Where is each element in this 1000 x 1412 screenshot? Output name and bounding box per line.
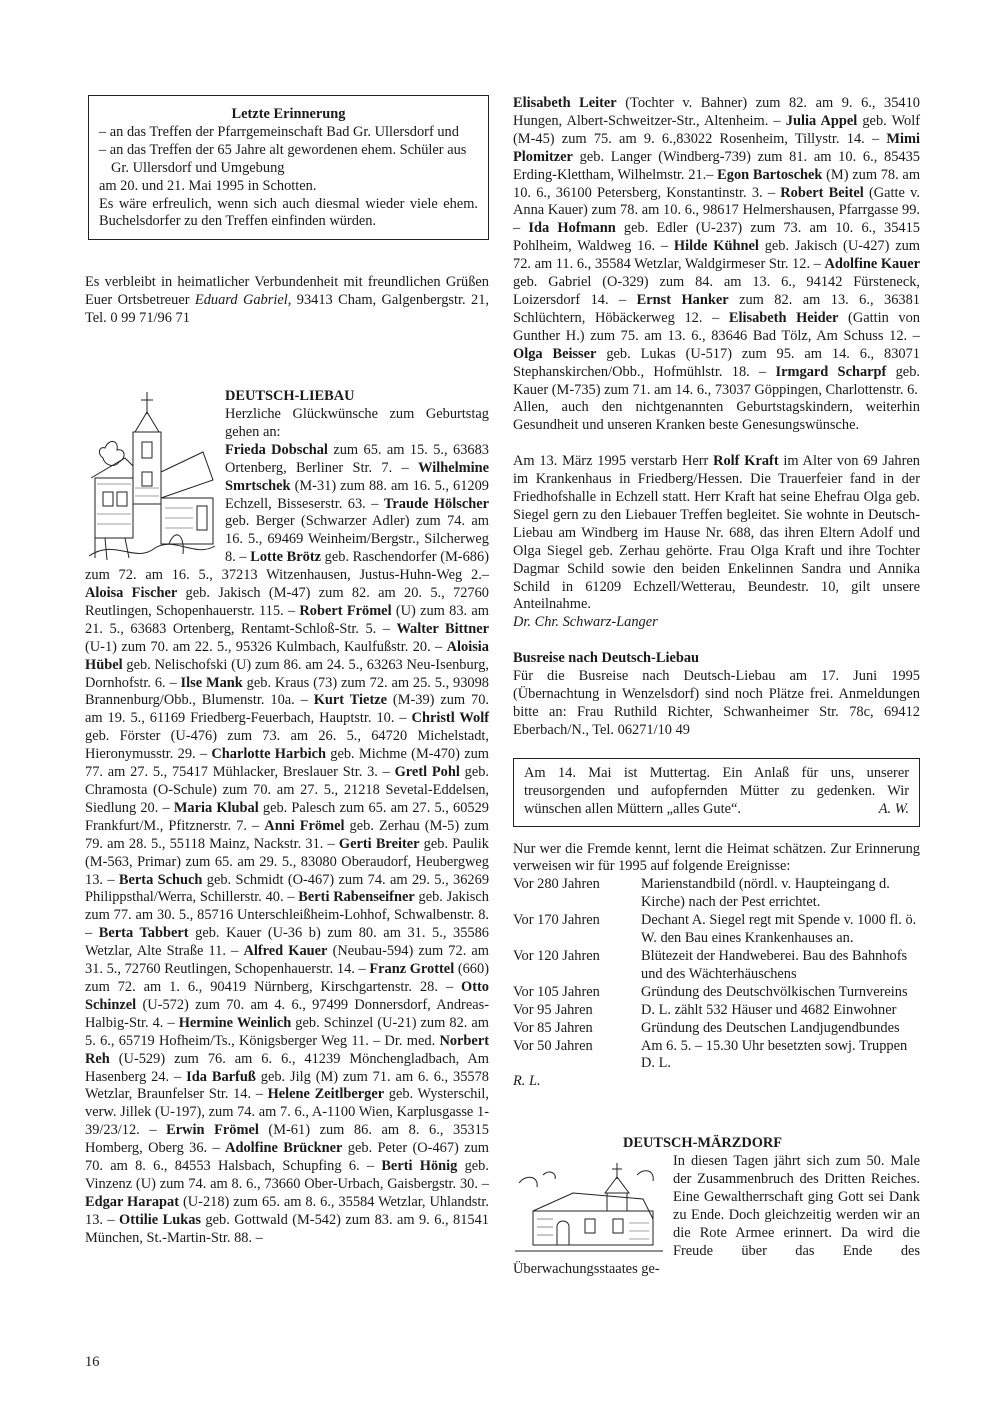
birthday-details: geb. Chramosta (O-Schule) zum 70. am 27. 5., 21218 Sevetal-Eddelsen, Siedlung 20. – bbox=[85, 764, 489, 816]
history-row bbox=[513, 876, 920, 912]
chapel-drawing-icon bbox=[513, 1159, 665, 1255]
church-illustration bbox=[85, 388, 219, 564]
history-year: Vor 120 Jahren bbox=[513, 947, 600, 964]
birthday-details: geb. Förster (U-476) zum 73. am 26. 5., 64720 Michelstadt, Hieronymusstr. 29. – bbox=[85, 728, 489, 763]
birthday-name: Ida Hofmann bbox=[528, 220, 616, 237]
birthday-details: geb. Langer (Windberg-739) zum 81. am 10. 6., 85435 Erding-Klettham, Wilhelmstr. 21.– bbox=[513, 148, 920, 183]
birthday-name: Alfred Kauer bbox=[243, 943, 328, 960]
bus-title: Busreise nach Deutsch-Liebau bbox=[513, 650, 700, 667]
birthday-details: zum 65. am 15. 5., 63683 Ortenberg, Berliner Str. 7. – bbox=[225, 441, 489, 476]
birthday-name: Berti Hönig bbox=[381, 1158, 458, 1175]
birthday-name: Adolfine Kauer bbox=[824, 256, 920, 273]
birthday-details: (M-31) zum 88. am 16. 5., 61209 Echzell, Bisseserstr. 63. – bbox=[225, 477, 489, 512]
birthday-name: Irmgard Scharpf bbox=[775, 363, 887, 380]
history-row bbox=[513, 1002, 920, 1020]
right-column bbox=[513, 95, 920, 1278]
birthday-details: geb. Jakisch zum 77. am 30. 5., 85716 Unterschleißheim-Lohhof, Schwalbenstr. 8. – bbox=[85, 889, 489, 942]
history-year: Vor 95 Jahren bbox=[513, 1001, 593, 1018]
birthday-details: (Tochter v. Bahner) zum 82. am 9. 6., 35410 Hungen, Albert-Schweitzer-Str., Altenheim. – bbox=[513, 95, 921, 129]
birthday-name: Erwin Frömel bbox=[166, 1122, 259, 1139]
page-number: 16 bbox=[85, 1354, 100, 1370]
birthday-name: Adolfine Brückner bbox=[225, 1140, 343, 1157]
birthday-name: Kurt Tietze bbox=[313, 692, 388, 709]
reminder-line: – an das Treffen der Pfarrgemeinschaft Bad Gr. Ullersdorf und bbox=[99, 123, 459, 140]
birthday-list-continued bbox=[513, 95, 920, 399]
history-event: Dechant A. Siegel regt mit Spende v. 1000 fl. ö. W. den Bau eines Krankenhauses an. bbox=[641, 912, 917, 947]
muttertag-signature: A. W. bbox=[878, 800, 909, 817]
birthday-details: geb. Palesch zum 65. am 27. 5., 60529 Frankfurt/M., Pfitznerstr. 7. – bbox=[85, 799, 489, 834]
birthday-details: geb. Berger (Schwarzer Adler) zum 74. am 16. 5., 69469 Weinheim/Bergstr., Silcherweg 8. – bbox=[225, 513, 489, 566]
birthday-details: geb. Vinzenz (U) zum 74. am 8. 6., 73660 Ober-Urbach, Gaisbergstr. 30. – bbox=[85, 1158, 489, 1192]
history-year: Vor 105 Jahren bbox=[513, 983, 600, 1000]
maerzdorf-heading: DEUTSCH-MÄRZDORF bbox=[623, 1135, 783, 1152]
birthday-name: Maria Klubal bbox=[173, 799, 259, 816]
reminder-note: Es wäre erfreulich, wenn sich auch diesmal wieder viele ehem. Buchelsdorfer zu den Treffen einfinden würden. bbox=[99, 195, 478, 230]
birthday-name: Otto Schinzel bbox=[85, 978, 489, 1013]
birthday-details: geb. Kraus (73) zum 72. am 25. 5., 93098 Brannenburg/Obb., Blumenstr. 10a. – bbox=[85, 674, 490, 709]
closing-greeting: Es verbleibt in heimatlicher Verbundenheit mit freundlichen Grüßen Euer Ortsbetreuer Eduard Gabriel, 93413 Cham, Galgenbergstr. 21, Tel. 0 99 71/96 71 bbox=[85, 274, 489, 327]
birthday-details: geb. Edler (U-237) zum 73. am 10. 6., 35415 Pohlheim, Waldweg 16. – bbox=[513, 220, 920, 255]
birthday-details: geb. Jakisch (U-427) zum 72. am 11. 6., 35584 Wetzlar, Waldgirmeser Str. 12. – bbox=[513, 238, 920, 273]
birthday-name: Gerti Breiter bbox=[338, 835, 420, 852]
birthday-name: Berta Schuch bbox=[118, 871, 203, 888]
birthday-details: geb. Wysterschil, verw. Jillek (U-197), zum 74. am 7. 6., A-1100 Wien, Karplusgasse 1-39/23/12. – bbox=[85, 1086, 489, 1139]
birthday-name: Norbert Reh bbox=[85, 1032, 489, 1067]
birthday-name: Elisabeth Leiter bbox=[513, 95, 617, 111]
chapel-illustration bbox=[513, 1159, 665, 1255]
birthday-name: Lotte Brötz bbox=[250, 549, 322, 566]
reminder-title: Letzte Erinnerung bbox=[231, 106, 346, 122]
birthday-details: (U-529) zum 76. am 6. 6., 41239 Mönchengladbach, Am Hasenberg 24. – bbox=[85, 1050, 489, 1085]
birthday-name: Julia Appel bbox=[785, 112, 858, 129]
history-table bbox=[513, 876, 920, 1073]
liebau-intro: Herzliche Glückwünsche zum Geburtstag gehen an: bbox=[225, 405, 489, 440]
birthday-name: Gretl Pohl bbox=[394, 764, 460, 781]
birthday-details: (U-218) zum 65. am 8. 6., 35584 Wetzlar, Uhlandstr. 13. – bbox=[85, 1193, 490, 1228]
birthday-details: (M) zum 78. am 10. 6., 36100 Petersberg, Konstantinstr. 3. – bbox=[513, 166, 921, 201]
birthday-name: Berti Rabenseifner bbox=[298, 889, 415, 906]
history-intro: Nur wer die Fremde kennt, lernt die Heimat schätzen. Zur Erinnerung verweisen wir für 1995 auf folgende Ereignisse: bbox=[513, 840, 920, 875]
reminder-line: – an das Treffen der 65 Jahre alt gewordenen ehem. Schüler aus Gr. Ullersdorf und Umgebung bbox=[99, 141, 467, 176]
maerzdorf-text: In diesen Tagen jährt sich zum 50. Male der Zusammenbruch des Dritten Reiches. Eine Gewaltherrschaft ging Gott sei Dank zu Ende. Doch gleichzeitig werden wir an die Rote Armee erinnert. Da wird die Freude über das Ende des Überwachungsstaates ge- bbox=[513, 1153, 920, 1277]
birthday-name: Robert Frömel bbox=[299, 602, 392, 619]
birthday-details: (M-39) zum 70. am 19. 5., 61169 Friedberg-Feuerbach, Hauptstr. 10. – bbox=[85, 692, 489, 727]
birthday-name: Franz Grottel bbox=[369, 961, 455, 978]
birthday-details: (U-572) zum 70. am 4. 6., 97499 Donnersdorf, Andreas-Halbig-Str. 4. – bbox=[85, 996, 489, 1031]
maerzdorf-section bbox=[513, 1135, 920, 1278]
birthday-details: geb. Gabriel (O-329) zum 84. am 13. 6., 94142 Fürsteneck, Loizersdorf 14. – bbox=[513, 274, 920, 308]
muttertag-box bbox=[513, 758, 920, 827]
birthday-name: Wilhelmine Smrtschek bbox=[225, 459, 489, 494]
birthday-name: Ottilie Lukas bbox=[119, 1211, 202, 1228]
birthday-name: Aloisa Fischer bbox=[85, 585, 178, 602]
bus-text: Für die Busreise nach Deutsch-Liebau am 17. Juni 1995 (Übernachtung in Wenzelsdorf) sind noch Plätze frei. Anmeldungen bitte an: Frau Ruthild Richter, Schwanheimer Str. 78c, 69412 Eberbach/N., Tel. 06271/10 49 bbox=[513, 668, 920, 738]
liebau-heading: DEUTSCH-LIEBAU bbox=[225, 388, 355, 405]
history-row bbox=[513, 984, 920, 1002]
birthday-name: Aloisia Hübel bbox=[85, 638, 489, 673]
birthday-details: (Gatte v. Anna Kauer) zum 78. am 10. 6., 98617 Helmershausen, Pfarrgasse 99. – bbox=[513, 184, 920, 237]
history-event: Blütezeit der Handweberei. Bau des Bahnhofs und des Wächterhäuschens bbox=[641, 947, 908, 982]
birthday-name: Hermine Weinlich bbox=[178, 1014, 292, 1031]
birthday-details: geb. Nelischofski (U) zum 86. am 24. 5., 63263 Neu-Isenburg, Dornhofstr. 6. – bbox=[85, 656, 489, 691]
birthday-name: Mimi Plomitzer bbox=[513, 130, 920, 165]
history-event: Gründung des Deutschvölkischen Turnvereins bbox=[641, 983, 908, 1000]
birthday-details: geb. Gottwald (M-542) zum 83. am 9. 6., 81541 München, St.-Martin-Str. 88. – bbox=[85, 1211, 489, 1246]
birthday-name: Traude Hölscher bbox=[383, 495, 489, 512]
history-event: Am 6. 5. – 15.30 Uhr besetzten sowj. Truppen D. L. bbox=[641, 1037, 908, 1072]
birthday-name: Olga Beisser bbox=[513, 345, 597, 362]
birthday-name: Berta Tabbert bbox=[98, 925, 189, 942]
birthday-name: Christl Wolf bbox=[411, 710, 489, 727]
liebau-section bbox=[85, 388, 489, 1248]
history-row bbox=[513, 1020, 920, 1038]
birthday-details: geb. Schmidt (O-467) zum 74. am 29. 5., 36269 Philippsthal/Werra, Schillerstr. 40. – bbox=[85, 871, 490, 906]
birthday-details: geb. Michme (M-470) zum 77. am 27. 5., 75417 Mühlacker, Breslauer Str. 3. – bbox=[85, 746, 489, 781]
birthday-details: geb. Jakisch (M-47) zum 82. am 20. 5., 72760 Reutlingen, Schopenhauerstr. 115. – bbox=[85, 585, 489, 619]
history-event: Marienstandbild (nördl. v. Haupteingang d. Kirche) nach der Pest errichtet. bbox=[641, 876, 890, 911]
birthday-details: (U-1) zum 70. am 22. 5., 95326 Kulmbach, Kaulfußstr. 20. – bbox=[85, 638, 447, 655]
birthday-details: geb. Lukas (U-517) zum 95. am 14. 6., 83071 Stephanskirchen/Obb., Hofmühlstr. 18. – bbox=[513, 345, 921, 380]
reminder-box bbox=[88, 95, 489, 240]
birthday-name: Egon Bartoschek bbox=[717, 166, 823, 183]
history-row bbox=[513, 948, 920, 984]
left-column bbox=[85, 95, 489, 1248]
birthday-name: Frieda Dobschal bbox=[225, 441, 328, 458]
history-year: Vor 85 Jahren bbox=[513, 1019, 593, 1036]
obituary-signature: Dr. Chr. Schwarz-Langer bbox=[513, 614, 658, 631]
birthday-name: Charlotte Harbich bbox=[211, 746, 326, 763]
birthday-details: (U) zum 83. am 21. 5., 63683 Ortenberg, Rentamt-Schloß-Str. 5. – bbox=[85, 602, 489, 637]
birthday-name: Ernst Hanker bbox=[636, 291, 729, 308]
history-signature: R. L. bbox=[513, 1073, 541, 1090]
history-year: Vor 170 Jahren bbox=[513, 912, 600, 929]
birthday-details: geb. Wolf (M-45) zum 75. am 9. 6.,83022 Rosenheim, Tillystr. 14. – bbox=[513, 112, 921, 147]
obituary-text: Am 13. März 1995 verstarb Herr Rolf Kraft im Alter von 69 Jahren im Krankenhaus in Friedberg/Hessen. Die Trauerfeier fand in der Friedhofshalle in Echzell statt. Herr Kraft hat seine Ehefrau Olga geb. Siegel gern zu den Liebauer Treffen begleitet. Sie wohnte in Deutsch-Liebau am Windberg im Hause Nr. 688, das ihren Eltern Adolf und Olga Siegel geb. Zerhau gehörte. Frau Olga Kraft und ihre Tochter Dagmar Schild sowie den beiden Enkelinnen Sandra und Annika Schild in 61209 Echzell/Wetterau, Beundestr. 10, gilt unsere Anteilnahme. bbox=[513, 453, 920, 613]
church-drawing-icon bbox=[85, 388, 219, 564]
birthday-name: Edgar Harapat bbox=[85, 1193, 180, 1210]
birthday-name: Walter Bittner bbox=[396, 620, 489, 637]
birthday-details: (Gattin von Gunther H.) zum 75. am 13. 6., 83646 Bad Tölz, Am Schuss 12. – bbox=[513, 309, 920, 344]
birthday-name: Ilse Mank bbox=[180, 674, 243, 691]
birthday-details: geb. Paulik (M-563, Primar) zum 65. am 29. 5., 83080 Oberaudorf, Heubergweg 13. – bbox=[85, 835, 489, 888]
birthday-details: (Neubau-594) zum 72. am 31. 5., 72760 Reutlingen, Schopenhauerstr. 14. – bbox=[85, 943, 490, 978]
birthday-details: geb. Schinzel (U-21) zum 82. am 5. 6., 65719 Hofheim/Ts., Königsberger Weg 11. – Dr. med. bbox=[85, 1014, 489, 1049]
birthday-name: Robert Beitel bbox=[780, 184, 864, 201]
birthday-details: geb. Raschendorfer (M-686) zum 72. am 16. 5., 37213 Witzenhausen, Justus-Huhn-Weg 2.– bbox=[85, 549, 489, 584]
muttertag-text: Am 14. Mai ist Muttertag. Ein Anlaß für uns, unserer treusorgenden und aufopfernden Mütter zu gedenken. Wir wünschen allen Müttern „alles Gute“. A. W. bbox=[524, 764, 909, 817]
birthday-details: geb. Zerhau (M-5) zum 79. am 28. 5., 55118 Mainz, Nackstr. 31. – bbox=[85, 817, 489, 852]
birthday-details: geb. Kauer (U-36 b) zum 80. am 31. 5., 35586 Wetzlar, Alte Straße 11. – bbox=[85, 925, 490, 960]
birthday-details: zum 82. am 13. 6., 36381 Schlüchtern, Höbäckerweg 12. – bbox=[513, 291, 920, 326]
history-event: D. L. zählt 532 Häuser und 4682 Einwohner bbox=[641, 1001, 897, 1018]
birthday-name: Helene Zeitlberger bbox=[267, 1086, 385, 1103]
history-event: Gründung des Deutschen Landjugendbundes bbox=[641, 1019, 900, 1036]
birthday-details: (M-61) zum 86. am 8. 6., 35315 Homberg, Oberg 36. – bbox=[85, 1122, 489, 1157]
birthday-details: geb. Kauer (M-735) zum 71. am 14. 6., 73037 Göppingen, Charlottenstr. 6. bbox=[513, 363, 920, 398]
reminder-date: am 20. und 21. Mai 1995 in Schotten. bbox=[99, 177, 317, 194]
birthday-details: geb. Jilg (M) zum 71. am 6. 6., 35578 Wetzlar, Braunfelser Str. 14. – bbox=[85, 1068, 489, 1103]
birthday-name: Elisabeth Heider bbox=[728, 309, 839, 326]
birthday-name: Hilde Kühnel bbox=[673, 238, 759, 255]
history-row bbox=[513, 1038, 920, 1074]
history-row bbox=[513, 912, 920, 948]
liebau-closing: Allen, auch den nichtgenannten Geburtstagskindern, weiterhin Gesundheit und unseren Kranken beste Genesungswünsche. bbox=[513, 399, 920, 434]
history-year: Vor 50 Jahren bbox=[513, 1037, 593, 1054]
birthday-name: Ida Barfuß bbox=[186, 1068, 256, 1085]
history-year: Vor 280 Jahren bbox=[513, 876, 600, 893]
birthday-name: Anni Frömel bbox=[264, 817, 345, 834]
birthday-details: (660) zum 72. am 1. 6., 90419 Nürnberg, Kirschgartenstr. 28. – bbox=[85, 961, 489, 995]
birthday-details: geb. Peter (O-467) zum 70. am 8. 6., 84553 Halsbach, Schupfing 6. – bbox=[85, 1140, 489, 1175]
